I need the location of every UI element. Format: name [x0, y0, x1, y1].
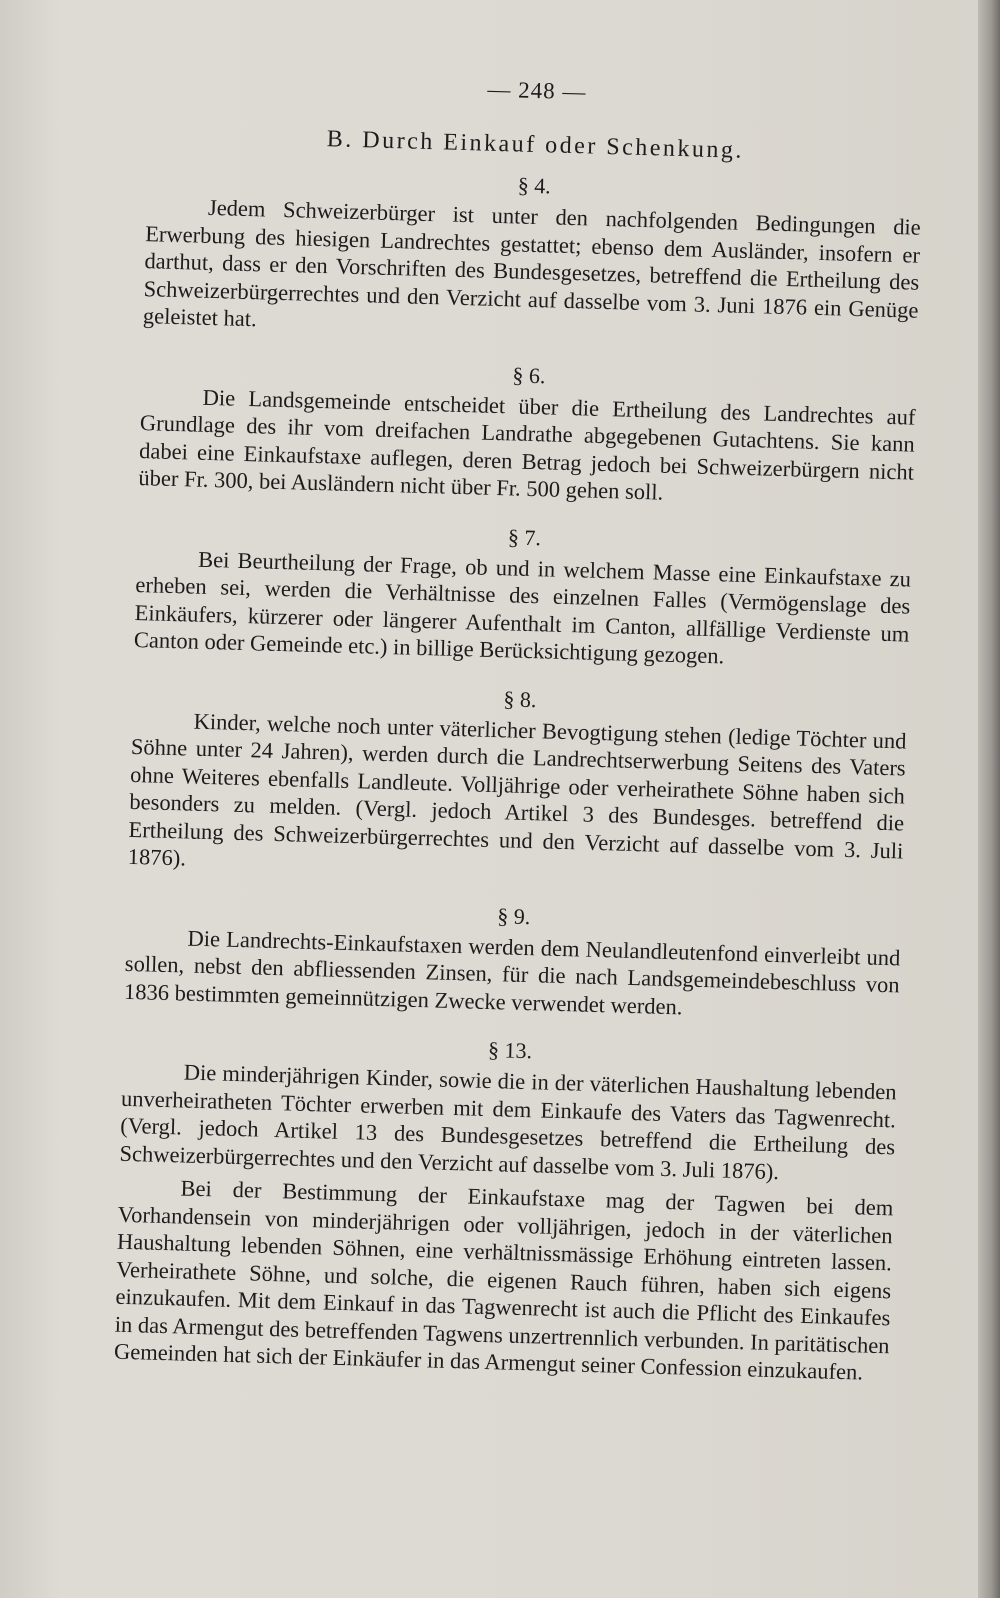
paragraph: Bei der Bestimmung der Einkaufstaxe mag der Tagwen bei dem Vorhandensein von minderjährigen oder volljährigen, jedoch in der väterlichen Haushaltung lebenden Söhnen, eine verhältnissmässige Erhöhung eintreten lassen. Verheirathete Söhne, und solche, die eigenen Rauch führen, haben sich eigens einzukaufen. Mit dem Einkauf in das Tagwenrecht ist auch die Pflicht des Einkaufes in das Armengut des betreffenden Tagwens unzertrennlich verbunden. In paritätischen Gemeinden hat sich der Einkäufer in das Armengut seiner Confession einzukaufen.: [113, 1175, 894, 1385]
page-content: [113, 59, 925, 1409]
section-mark: § 7.: [507, 523, 542, 550]
paragraph: Die Landsgemeinde entscheidet über die Ertheilung des Landrechtes auf Grundlage des ihr vom dreifachen Landrathe abgegebenen Gutachtens. Sie kann dabei eine Einkaufstaxe auflegen, deren Betrag jedoch bei Schweizerbürgern nicht über Fr. 300, bei Ausländern nicht über Fr. 500 gehen soll.: [138, 384, 916, 505]
section-mark: § 8.: [503, 685, 537, 712]
paragraph: Die minderjährigen Kinder, sowie die in der väterlichen Haushaltung lebenden unverheiratheten Töchter erwerben mit dem Einkaufe des Vaters das Tagwenrecht. (Vergl. jedoch Artikel 13 des Bundesgesetzes betreffend die Ertheilung des Schweizerbürgerrechtes und den Verzicht auf dasselbe vom 3. Juli 1876).: [119, 1059, 897, 1184]
paragraph: Die Landrechts-Einkaufstaxen werden dem Neulandleutenfond einverleibt und sollen, nebst den abfliessenden Zinsen, für die nach Landsgemeindebeschluss von 1836 bestimmten gemeinnützigen Zwecke verwendet werden.: [123, 925, 901, 1019]
section-8: [127, 675, 907, 892]
paragraph: Jedem Schweizerbürger ist unter den nachfolgenden Bedingungen die Erwerbung des hiesigen Landrechtes gestattet; ebenso dem Ausländer, insofern er darthut, dass er den Vorschriften des Bundesgesetzes, betreffend die Ertheilung des Schweizerbürgerrechtes und den Verzicht auf dasselbe vom 3. Juni 1876 ein Genüge geleistet hat.: [142, 194, 922, 332]
section-mark: § 6.: [512, 361, 546, 388]
page-number: — 248 —: [487, 76, 587, 105]
section-heading: B. Durch Einkauf oder Schenkung.: [326, 126, 745, 164]
page-edge-shadow: [978, 0, 1000, 1598]
section-6: [138, 352, 917, 514]
section-13: [114, 1027, 898, 1387]
section-mark: § 13.: [487, 1037, 533, 1064]
section-4: [143, 162, 922, 351]
paragraph: Bei Beurtheilung der Frage, ob und in welchem Masse eine Einkaufstaxe zu erheben sei, werden die Verhältnisse des einzelnen Falles (Vermögenslage des Einkäufers, kürzerer oder längerer Aufenthalt im Canton, allfällige Verdienste um Canton oder Gemeinde etc.) in billige Berücksichtigung gezogen.: [133, 546, 912, 669]
section-7: [134, 514, 913, 676]
section-mark: § 4.: [517, 172, 552, 199]
section-9: [124, 892, 902, 1026]
section-mark: § 9.: [497, 902, 531, 929]
paragraph: Kinder, welche noch unter väterlicher Bevogtigung stehen (ledige Töchter und Söhne unter 24 Jahren), werden durch die Landrechtserwerbung Seitens des Vaters ohne Weiteres ebenfalls Landleute. Volljährige oder verheirathete Söhne haben sich besonders zu melden. (Vergl. jedoch Artikel 3 des Bundesges. betreffend die Ertheilung des Schweizerbürgerrechtes und den Verzicht auf dasselbe vom 3. Juli 1876).: [127, 708, 907, 871]
